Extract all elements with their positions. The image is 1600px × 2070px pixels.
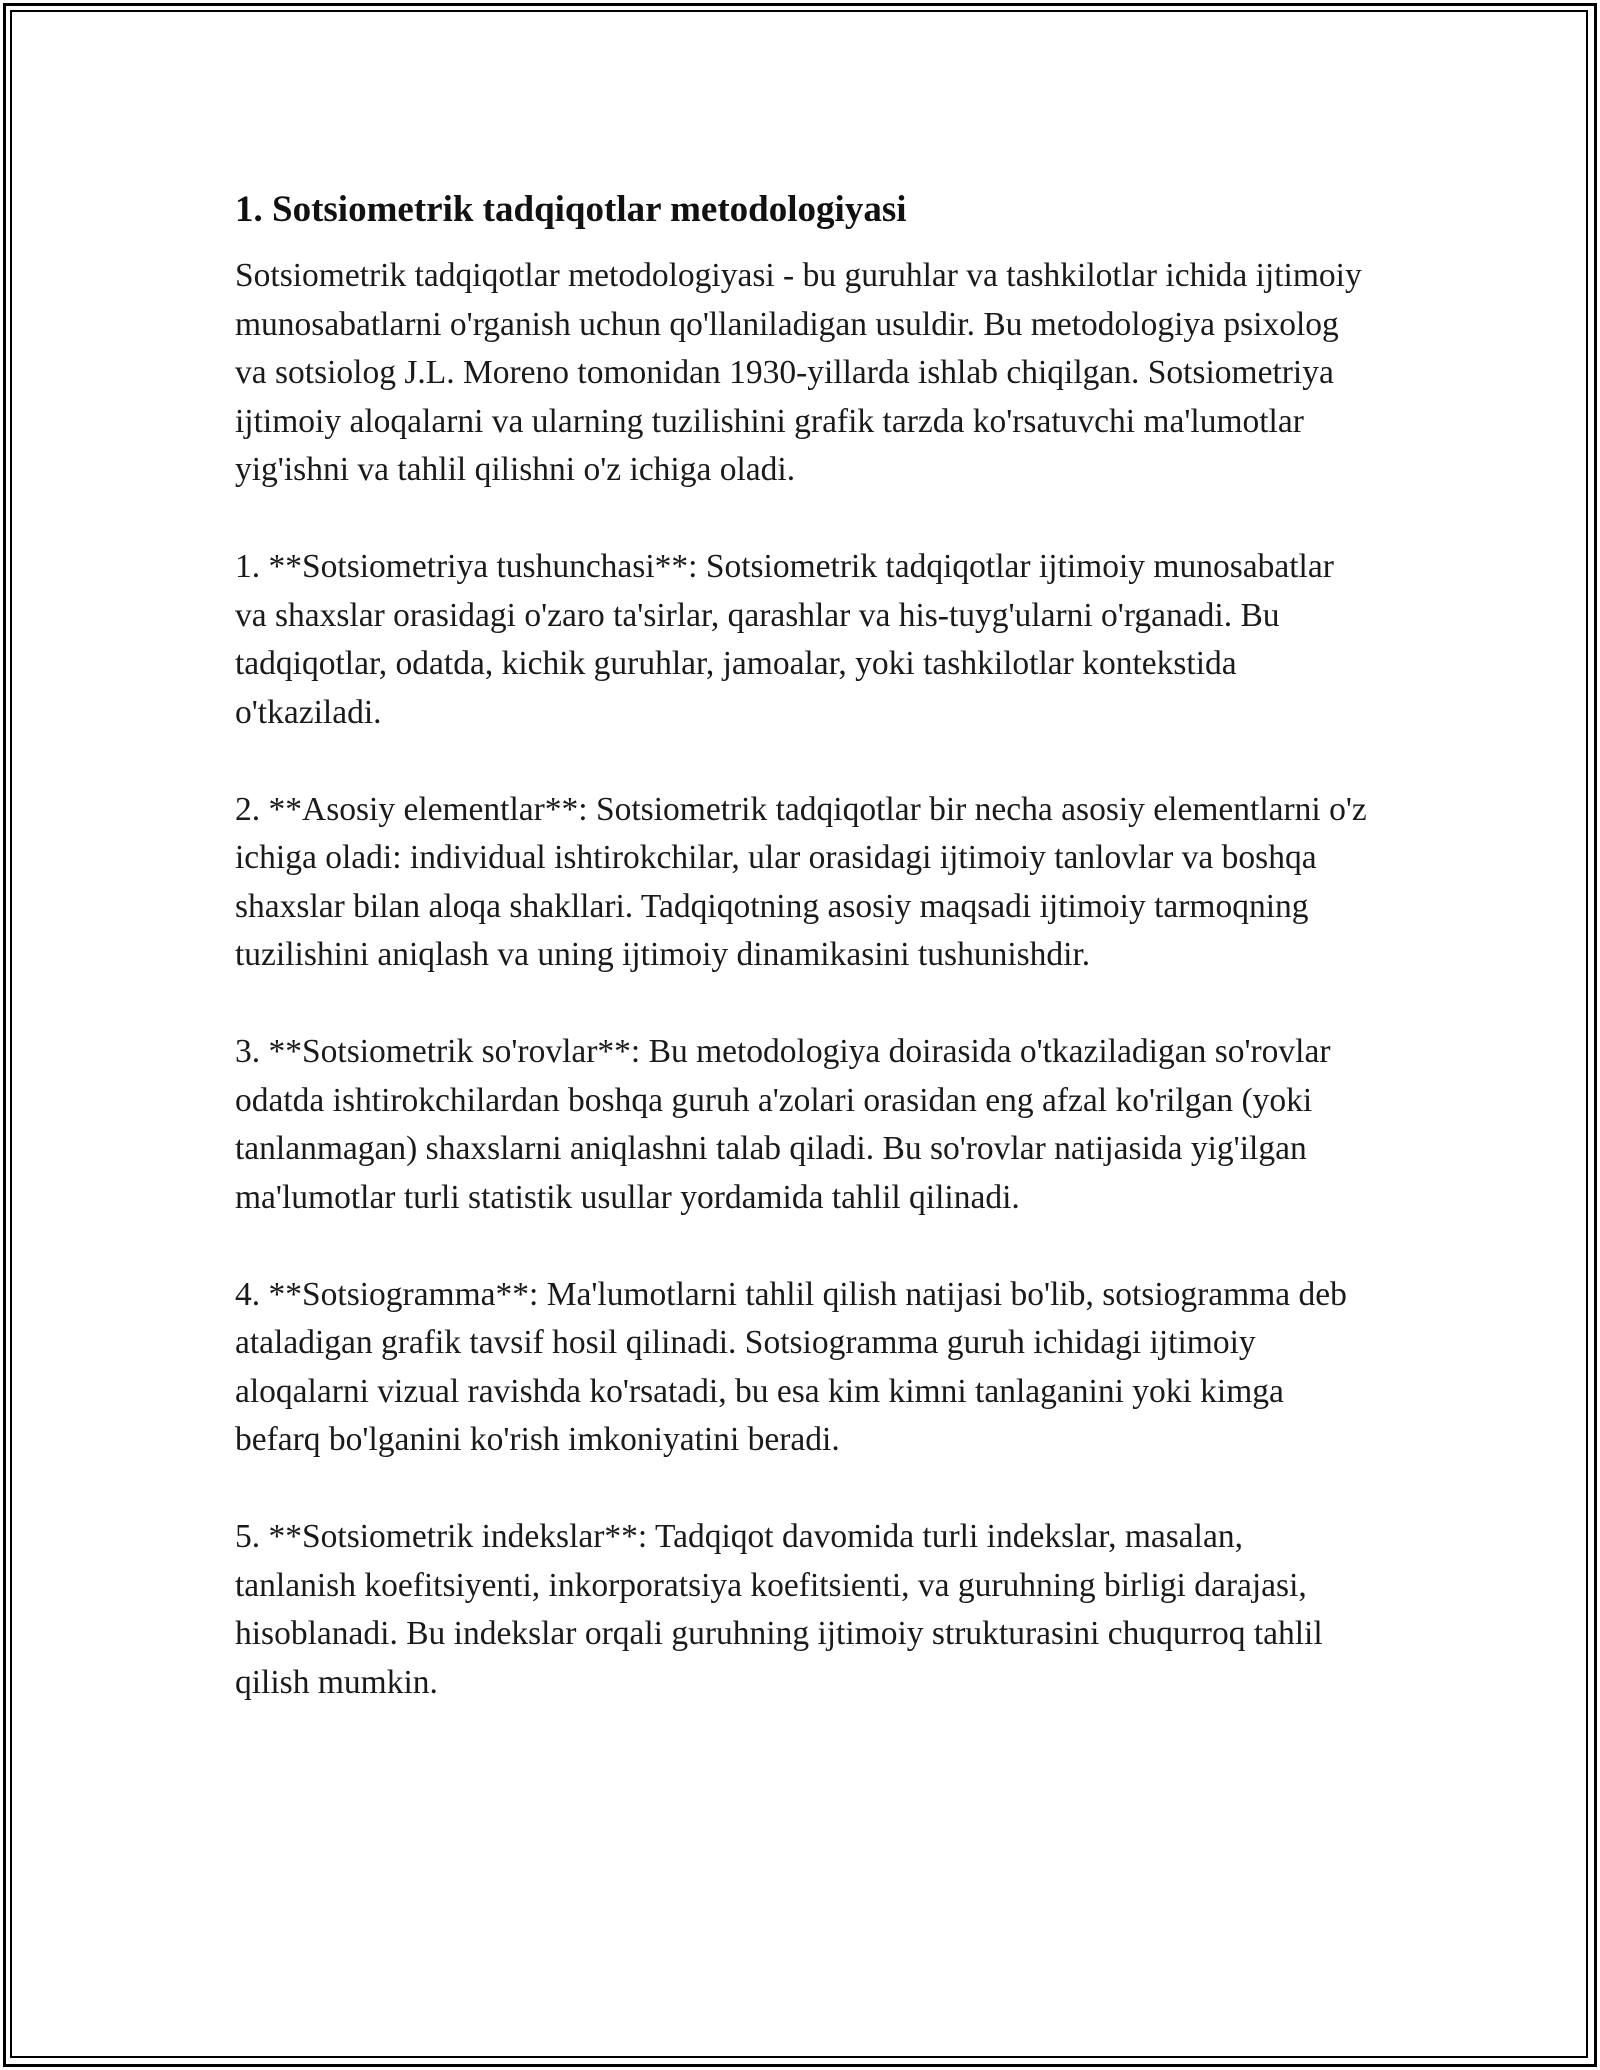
intro-paragraph: Sotsiometrik tadqiqotlar metodologiyasi - bu guruhlar va tashkilotlar ichida ijtimoiy munosabatlarni o'rganish uchun qo'llaniladigan usuldir. Bu metodologiya psixolog va sotsiolog J.L. Moreno tomonidan 1930-yillarda ishlab chiqilgan. Sotsiometriya ijtimoiy aloqalarni va ularning tuzilishini grafik tarzda ko'rsatuvchi ma'lumotlar yig'ishni va tahlil qilishni o'z ichiga oladi. (235, 257, 1362, 488)
list-item: 5. **Sotsiometrik indekslar**: Tadqiqot davomida turli indekslar, masalan, tanlanish koefitsiyenti, inkorporatsiya koefitsienti, va guruhning birligi darajasi, hisoblanadi. Bu indekslar orqali guruhning ijtimoiy strukturasini chuqurroq tahlil qilish mumkin. (235, 1518, 1323, 1701)
section-title: 1. Sotsiometrik tadqiqotlar metodologiyasi (235, 189, 907, 230)
list-item: 1. **Sotsiometriya tushunchasi**: Sotsiometrik tadqiqotlar ijtimoiy munosabatlar va shaxslar orasidagi o'zaro ta'sirlar, qarashlar va his-tuyg'ularni o'rganadi. Bu tadqiqotlar, odatda, kichik guruhlar, jamoalar, yoki tashkilotlar kontekstida o'tkaziladi. (235, 548, 1334, 731)
list-item: 4. **Sotsiogramma**: Ma'lumotlarni tahlil qilish natijasi bo'lib, sotsiogramma deb ataladigan grafik tavsif hosil qilinadi. Sotsiogramma guruh ichidagi ijtimoiy aloqalarni vizual ravishda ko'rsatadi, bu esa kim kimni tanlaganini yoki kimga befarq bo'lganini ko'rish imkoniyatini beradi. (235, 1275, 1347, 1458)
document-body (235, 186, 1370, 1707)
list-item: 2. **Asosiy elementlar**: Sotsiometrik tadqiqotlar bir necha asosiy elementlarni o'z ichiga oladi: individual ishtirokchilar, ular orasidagi ijtimoiy tanlovlar va boshqa shaxslar bilan aloqa shakllari. Tadqiqotning asosiy maqsadi ijtimoiy tarmoqning tuzilishini aniqlash va uning ijtimoiy dinamikasini tushunishdir. (235, 790, 1367, 973)
list-item: 3. **Sotsiometrik so'rovlar**: Bu metodologiya doirasida o'tkaziladigan so'rovlar odatda ishtirokchilardan boshqa guruh a'zolari orasidan eng afzal ko'rilgan (yoki tanlanmagan) shaxslarni aniqlashni talab qiladi. Bu so'rovlar natijasida yig'ilgan ma'lumotlar turli statistik usullar yordamida tahlil qilinadi. (235, 1033, 1331, 1216)
